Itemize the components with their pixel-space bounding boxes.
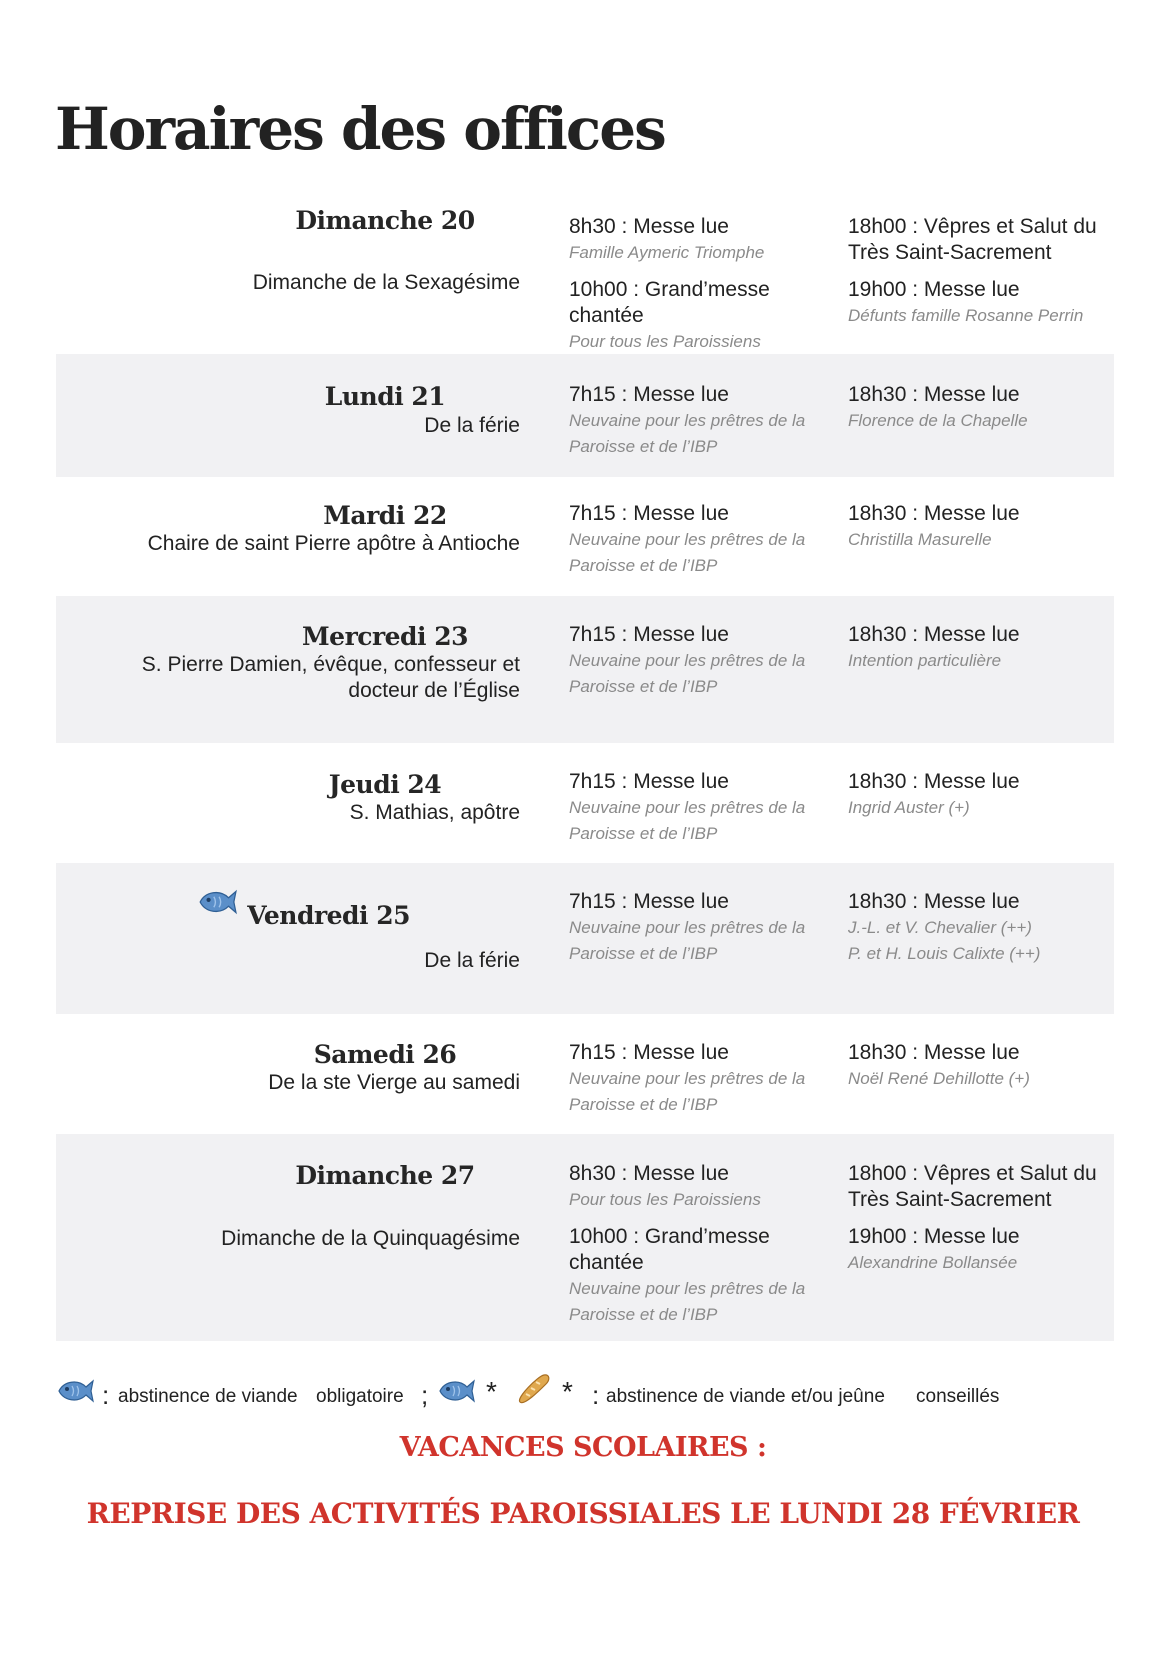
vacances-notice: VACANCES SCOLAIRES : [399, 1432, 767, 1463]
mass-entry [848, 1040, 1118, 1092]
day-name: Samedi 26 [313, 1040, 457, 1069]
feast-label: De la férie [424, 414, 520, 437]
mass-entry [569, 1040, 809, 1118]
mass-time: 7h15 : Messe lue [569, 383, 729, 406]
mass-intention: Intention particulière [848, 651, 1002, 670]
mass-time: 7h15 : Messe lue [569, 1041, 729, 1064]
feast-label: S. Pierre Damien, évêque, confesseur et docteur de l’Église [141, 653, 520, 702]
day-row [56, 477, 1114, 596]
mass-time: 8h30 : Messe lue [569, 1162, 729, 1185]
legend-text-2a: abstinence de viande et/ou jeûne [606, 1386, 885, 1407]
mass-entry [848, 1224, 1118, 1276]
mass-intention: Ingrid Auster (+) [848, 798, 970, 817]
mass-intention: Neuvaine pour les prêtres de la Paroisse et de l’IBP [569, 411, 806, 456]
fish-icon [437, 1376, 475, 1412]
day-name-block [56, 501, 520, 530]
mass-intention: Christilla Masurelle [848, 530, 992, 549]
day-name: Dimanche 20 [295, 206, 475, 235]
day-row [56, 743, 1114, 863]
day-name-block [56, 901, 520, 930]
day-name: Dimanche 27 [295, 1161, 475, 1190]
day-name: Vendredi 25 [247, 901, 410, 930]
mass-time: 7h15 : Messe lue [569, 623, 729, 646]
mass-entry [848, 382, 1118, 434]
mass-entry [569, 1224, 809, 1328]
day-name-block [56, 770, 520, 799]
feast-label: Dimanche de la Quinquagésime [221, 1227, 520, 1250]
mass-intention: Pour tous les Paroissiens [569, 1190, 761, 1209]
mass-intention: J.-L. et V. Chevalier (++) P. et H. Louis Calixte (++) [848, 918, 1041, 963]
feast-label: Dimanche de la Sexagésime [252, 271, 520, 294]
mass-entry [569, 382, 809, 460]
mass-intention: Neuvaine pour les prêtres de la Paroisse et de l’IBP [569, 798, 806, 843]
mass-time: 18h30 : Messe lue [848, 623, 1020, 646]
mass-time: 19h00 : Messe lue [848, 278, 1020, 301]
mass-time: 8h30 : Messe lue [569, 215, 729, 238]
feast-label: De la ste Vierge au samedi [268, 1071, 520, 1094]
mass-intention: Neuvaine pour les prêtres de la Paroisse et de l’IBP [569, 1279, 806, 1324]
mass-entry [569, 622, 809, 700]
mass-intention: Famille Aymeric Triomphe [569, 243, 765, 262]
mass-intention: Florence de la Chapelle [848, 411, 1028, 430]
mass-entry [848, 622, 1118, 674]
feast-label: S. Mathias, apôtre [349, 801, 520, 824]
mass-entry [848, 769, 1118, 821]
mass-entry [569, 1161, 809, 1213]
mass-intention: Alexandrine Bollansée [848, 1253, 1018, 1272]
fish-icon [197, 886, 237, 924]
mass-time: 18h30 : Messe lue [848, 890, 1020, 913]
day-name-block [56, 622, 520, 651]
mass-intention: Noël René Dehillotte (+) [848, 1069, 1030, 1088]
mass-intention: Neuvaine pour les prêtres de la Paroisse et de l’IBP [569, 918, 806, 963]
mass-entry [848, 501, 1118, 553]
day-row [56, 196, 1114, 354]
mass-intention: Défunts famille Rosanne Perrin [848, 306, 1084, 325]
day-name-block [56, 1040, 520, 1069]
legend-colon-1: : [102, 1380, 110, 1410]
legend-text-1a: abstinence de viande [118, 1386, 298, 1407]
legend [56, 1376, 1116, 1426]
feast-label: De la férie [424, 949, 520, 972]
legend-text-2b: conseillés [916, 1386, 1000, 1407]
day-name-block [56, 382, 520, 411]
mass-time: 10h00 : Grand’messe chantée [569, 1225, 770, 1274]
mass-time: 18h30 : Messe lue [848, 770, 1020, 793]
day-name: Jeudi 24 [328, 770, 442, 799]
mass-entry [848, 889, 1118, 967]
mass-time: 19h00 : Messe lue [848, 1225, 1020, 1248]
mass-time: 10h00 : Grand’messe chantée [569, 278, 770, 327]
day-name: Mardi 22 [323, 501, 447, 530]
legend-star-1: * [486, 1376, 497, 1407]
day-name-block [56, 1161, 520, 1190]
mass-entry [848, 214, 1118, 266]
legend-text-1b: obligatoire [316, 1386, 404, 1407]
mass-intention: Pour tous les Paroissiens [569, 332, 761, 351]
mass-time: 7h15 : Messe lue [569, 502, 729, 525]
mass-time: 18h00 : Vêpres et Salut du Très Saint-Sacrement [848, 1162, 1097, 1211]
mass-intention: Neuvaine pour les prêtres de la Paroisse et de l’IBP [569, 651, 806, 696]
day-row [56, 1134, 1114, 1341]
page-title: Horaires des offices [55, 95, 665, 163]
legend-colon-2: : [592, 1380, 600, 1410]
mass-entry [569, 277, 809, 355]
mass-time: 18h30 : Messe lue [848, 1041, 1020, 1064]
day-row [56, 596, 1114, 743]
mass-entry [569, 889, 809, 967]
mass-time: 7h15 : Messe lue [569, 770, 729, 793]
mass-intention: Neuvaine pour les prêtres de la Paroisse et de l’IBP [569, 530, 806, 575]
day-row [56, 1014, 1114, 1134]
day-row [56, 863, 1114, 1014]
reprise-notice: REPRISE DES ACTIVITÉS PAROISSIALES LE LUNDI 28 FÉVRIER [86, 1497, 1080, 1530]
mass-time: 7h15 : Messe lue [569, 890, 729, 913]
day-name: Lundi 21 [324, 382, 446, 411]
fish-icon [56, 1376, 94, 1412]
baguette-icon [514, 1372, 552, 1412]
day-name: Mercredi 23 [301, 622, 469, 651]
mass-entry [569, 501, 809, 579]
legend-semicolon: ; [421, 1380, 429, 1410]
mass-intention: Neuvaine pour les prêtres de la Paroisse et de l’IBP [569, 1069, 806, 1114]
mass-entry [848, 1161, 1118, 1213]
mass-time: 18h30 : Messe lue [848, 502, 1020, 525]
mass-time: 18h00 : Vêpres et Salut du Très Saint-Sacrement [848, 215, 1097, 264]
mass-entry [569, 214, 809, 266]
feast-label: Chaire de saint Pierre apôtre à Antioche [147, 532, 520, 555]
day-row [56, 354, 1114, 477]
mass-time: 18h30 : Messe lue [848, 383, 1020, 406]
mass-entry [848, 277, 1118, 329]
day-name-block [56, 206, 520, 235]
mass-entry [569, 769, 809, 847]
legend-star-2: * [562, 1376, 573, 1407]
